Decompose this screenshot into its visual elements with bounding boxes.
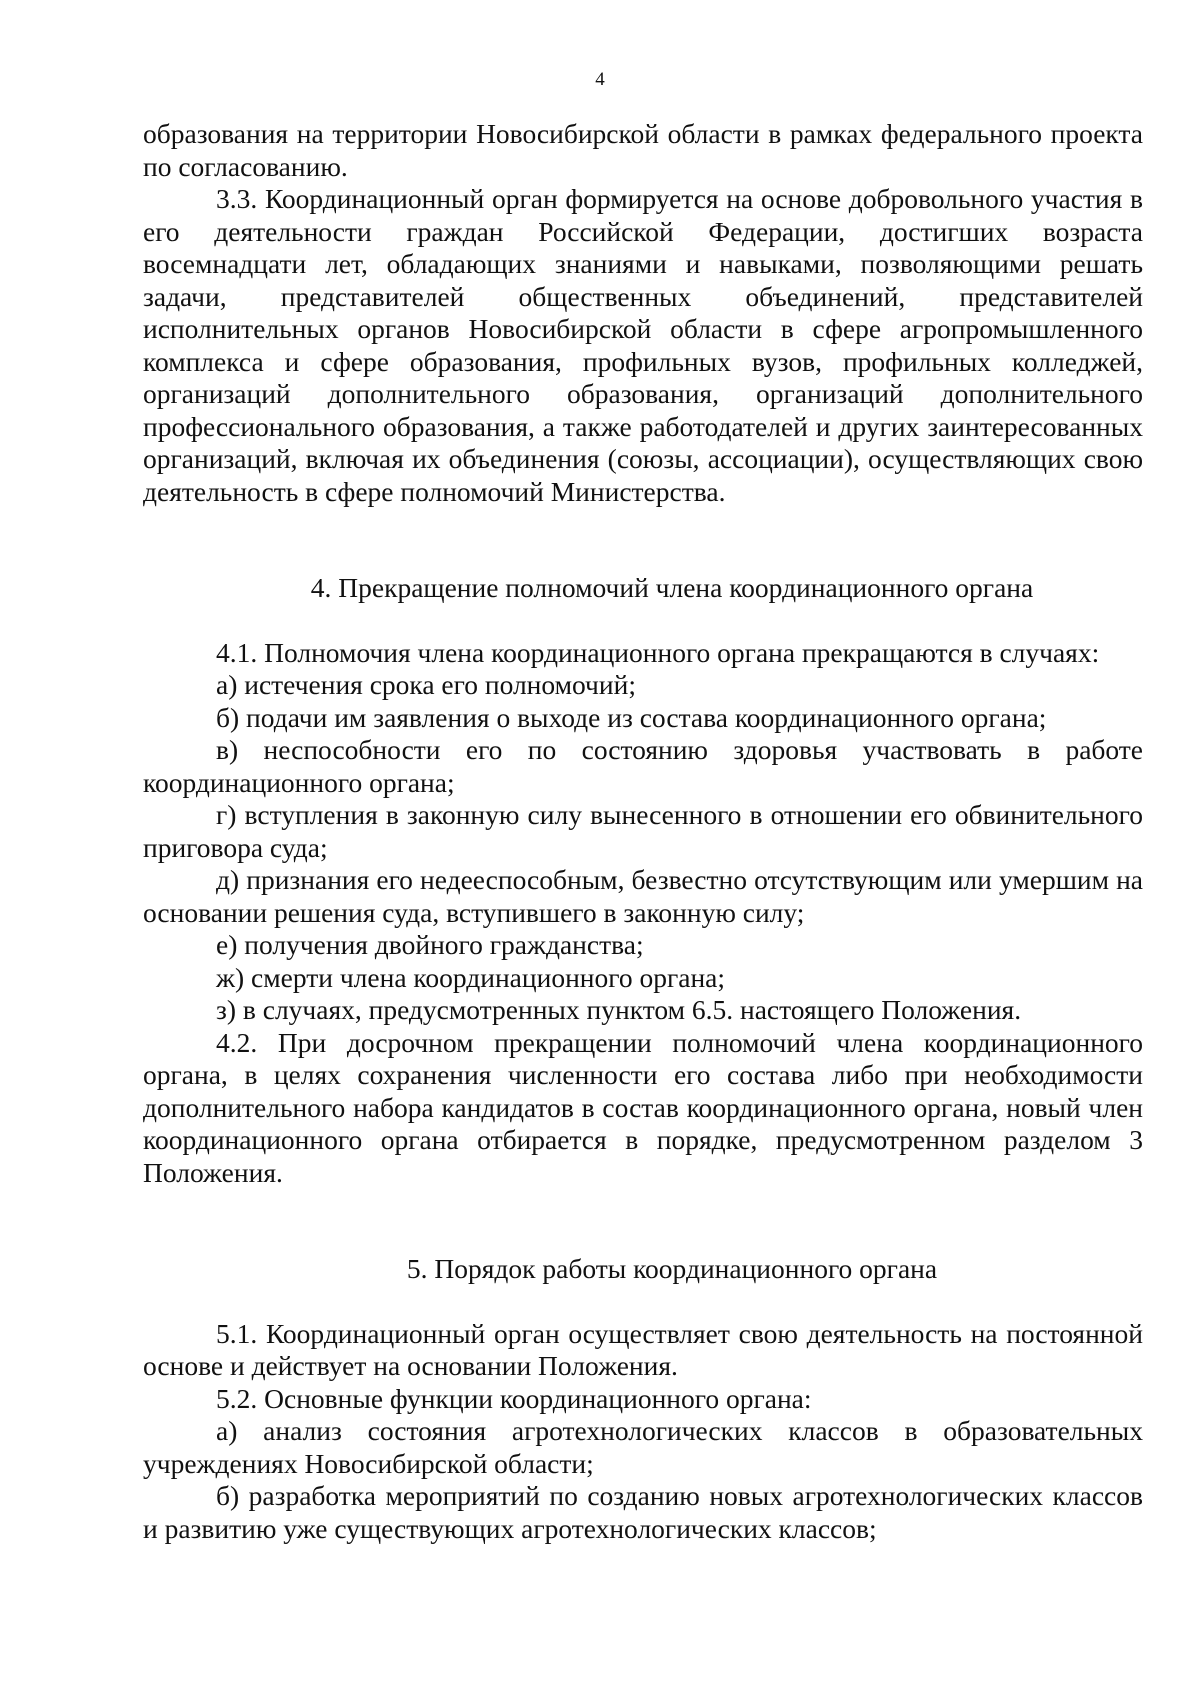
list-item-4-1-a: а) истечения срока его полномочий;	[216, 669, 636, 700]
list-item-4-1-v: в) неспособности его по состоянию здоровья участвовать в работе координационного органа;	[143, 734, 1143, 798]
continuation-paragraph: образования на территории Новосибирской области в рамках федерального проекта по согласованию.	[143, 118, 1143, 182]
section-spacer	[143, 1286, 1143, 1318]
list-item-4-1-d: д) признания его недееспособным, безвестно отсутствующим или умершим на основании решения суда, вступившего в законную силу;	[143, 864, 1143, 928]
paragraph-4-1: 4.1. Полномочия члена координационного органа прекращаются в случаях:	[216, 636, 1100, 668]
document-body	[143, 118, 1143, 1545]
list-item-5-2-b: б) разработка мероприятий по созданию новых агротехнологических классов и развитию уже существующих агротехнологических классов;	[143, 1480, 1143, 1544]
section-spacer	[143, 508, 1143, 572]
paragraph-5-2: 5.2. Основные функции координационного органа:	[216, 1382, 812, 1414]
list-item-4-1-z: з) в случаях, предусмотренных пунктом 6.5. настоящего Положения.	[216, 994, 1022, 1025]
paragraph-4-2: 4.2. При досрочном прекращении полномочий члена координационного органа, в целях сохранения численности его состава либо при необходимости дополнительного набора кандидатов в состав координационного органа, новый член координационного органа отбирается в порядке, предусмотренном разделом 3 Положения.	[143, 1026, 1143, 1188]
list-item-5-2-a: а) анализ состояния агротехнологических классов в образовательных учреждениях Новосибирской области;	[143, 1415, 1143, 1479]
page-number: 4	[595, 69, 605, 90]
section-5-heading: 5. Порядок работы координационного органа	[406, 1253, 938, 1284]
paragraph-5-1: 5.1. Координационный орган осуществляет свою деятельность на постоянной основе и действует на основании Положения.	[143, 1317, 1143, 1381]
list-item-4-1-e: е) получения двойного гражданства;	[216, 929, 644, 960]
list-item-4-1-zh: ж) смерти члена координационного органа;	[216, 961, 726, 993]
list-item-4-1-b: б) подачи им заявления о выходе из состава координационного органа;	[216, 701, 1047, 733]
list-item-4-1-g: г) вступления в законную силу вынесенного в отношении его обвинительного приговора суда;	[143, 799, 1143, 863]
section-spacer	[143, 605, 1143, 637]
section-spacer	[143, 1189, 1143, 1253]
section-4-heading: 4. Прекращение полномочий члена координационного органа	[310, 572, 1034, 603]
paragraph-3-3: 3.3. Координационный орган формируется на основе добровольного участия в его деятельности граждан Российской Федерации, достигших возраста восемнадцати лет, обладающих знаниями и навыками, позволяющими решать задачи, представителей общественных объединений, представителей исполнительных органов Новосибирской области в сфере агропромышленного комплекса и сфере образования, профильных вузов, профильных колледжей, организаций дополнительного образования, организаций дополнительного профессионального образования, а также работодателей и других заинтересованных организаций, включая их объединения (союзы, ассоциации), осуществляющих свою деятельность в сфере полномочий Министерства.	[143, 183, 1143, 507]
